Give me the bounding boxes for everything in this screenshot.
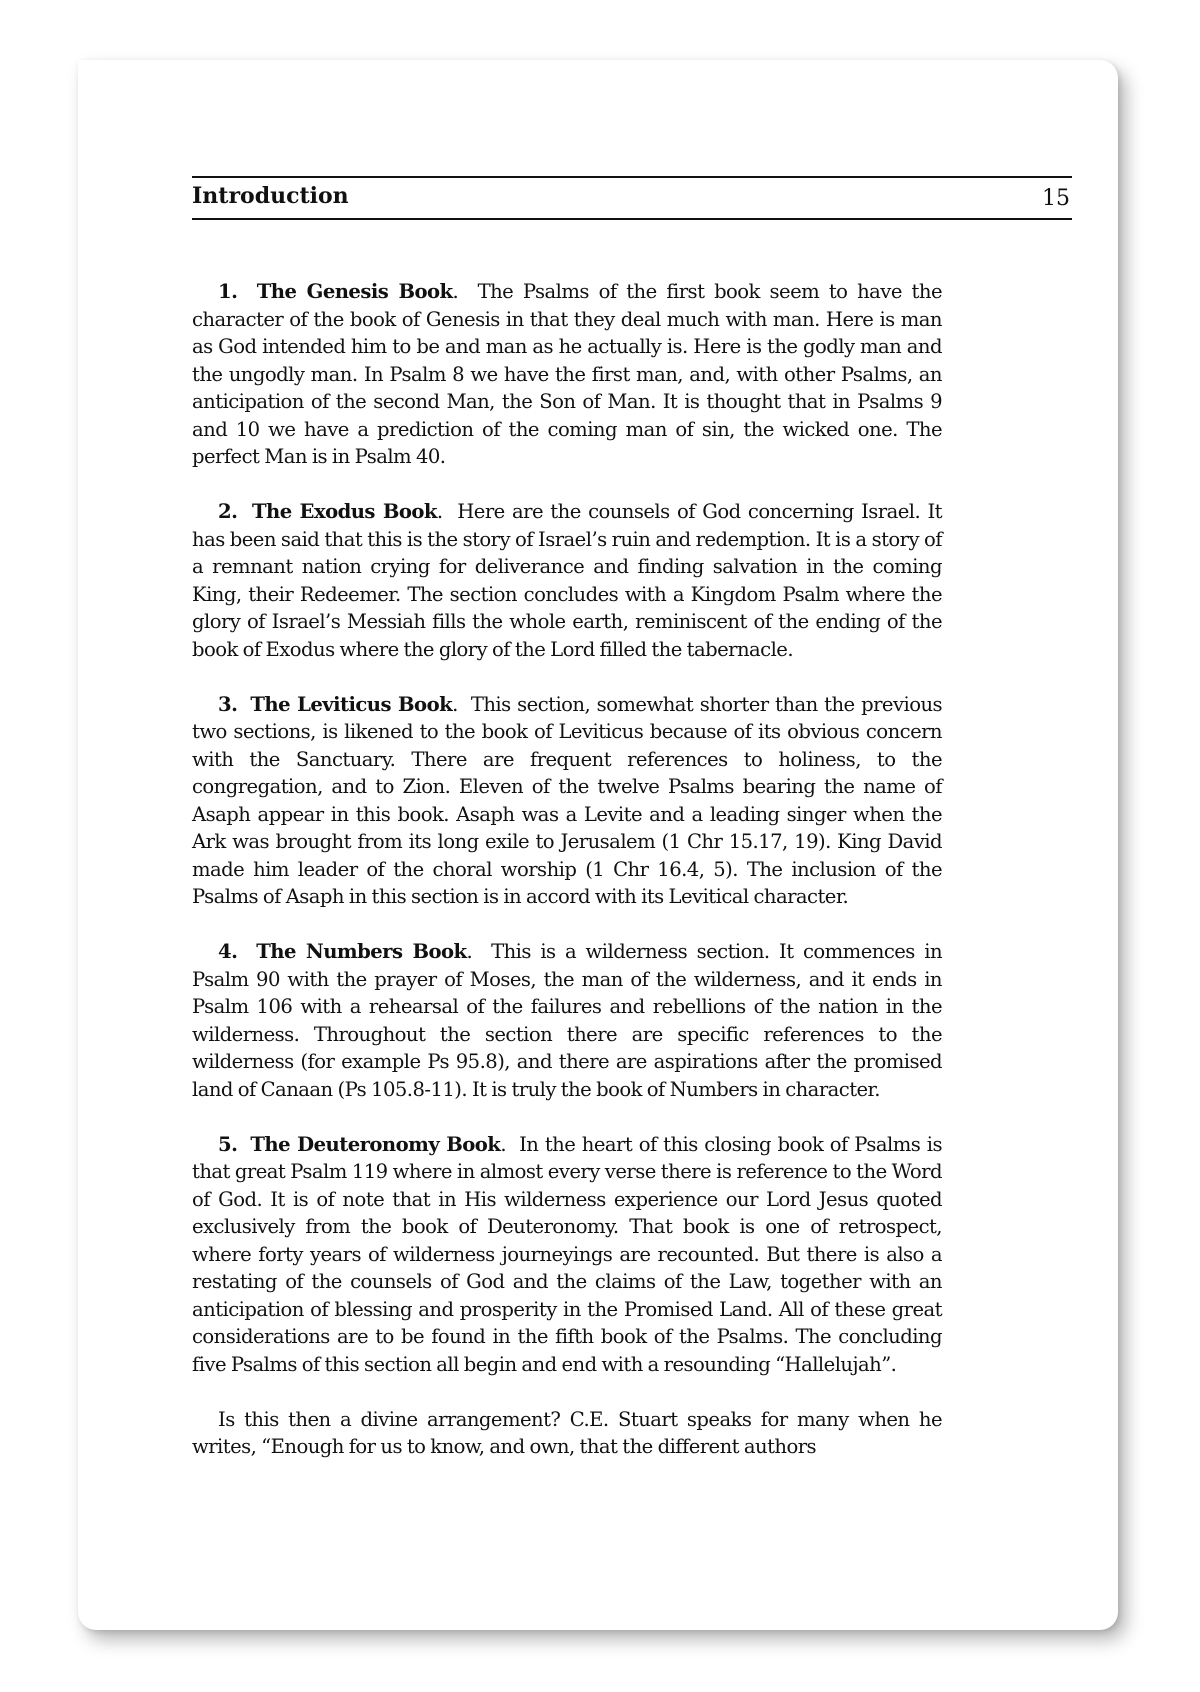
section-number: 4. [218, 940, 238, 963]
section-number: 2. [218, 500, 238, 523]
section-number: 5. [218, 1132, 238, 1156]
paragraph-closing: Is this then a divine arrangement? C.E. Stuart speaks for many when he writes, “Enough for us to know, and own, that the different authors [192, 1407, 942, 1458]
section-text: In the heart of this closing book of Psalms is that great Psalm 119 where in almost every verse there is reference to the Word of God. It is of note that in His wilderness experience our Lord Jesus quoted exclusively from the book of Deuteronomy. That book is one of retrospect, where forty years of wilderness journeyings are recounted. But there is also a restating of the counsels of God and the claims of the Law, together with an anticipation of blessing and prosperity in the Promised Land. All of these great considerations are to be found in the fifth book of the Psalms. The concluding five Psalms of this section all begin and end with a resounding “Hallelujah”. [192, 1132, 943, 1376]
paragraph-leviticus-book: 3. The Leviticus Book. This section, somewhat shorter than the previous two sections, is likened to the book of Leviticus because of its obvious concern with the Sanctuary. There are frequent references to holiness, to the congregation, and to Zion. Eleven of the twelve Psalms bearing the name of Asaph appear in this book. Asaph was a Levite and a leading singer when the Ark was brought from its long exile to Jerusalem (1 Chr 15.17, 19). King David made him leader of the choral worship (1 Chr 16.4, 5). The inclusion of the Psalms of Asaph in this section is in accord with its Levitical character. [192, 692, 943, 908]
paragraph-numbers-book: 4. The Numbers Book. This is a wilderness section. It commences in Psalm 90 with the prayer of Moses, the man of the wilderness, and it ends in Psalm 106 with a rehearsal of the failures and rebellions of the nation in the wilderness. Throughout the section there are specific references to the wilderness (for example Ps 95.8), and there are aspirations after the promised land of Canaan (Ps 105.8-11). It is truly the book of Numbers in character. [192, 940, 943, 1101]
paragraph-deuteronomy-book: 5. The Deuteronomy Book. In the heart of this closing book of Psalms is that great Psalm 119 where in almost every verse there is reference to the Word of God. It is of note that in His wilderness experience our Lord Jesus quoted exclusively from the book of Deuteronomy. That book is one of retrospect, where forty years of wilderness journeyings are recounted. But there is also a restating of the counsels of God and the claims of the Law, together with an anticipation of blessing and prosperity in the Promised Land. All of these great considerations are to be found in the fifth book of the Psalms. The concluding five Psalms of this section all begin and end with a resounding “Hallelujah”. [192, 1132, 943, 1376]
section-text: The Psalms of the first book seem to have the character of the book of Genesis in that they deal much with man. Here is man as God intended him to be and man as he actually is. Here is the godly man and the ungodly man. In Psalm 8 we have the first man, and, with other Psalms, an anticipation of the second Man, the Son of Man. It is thought that in Psalms 9 and 10 we have a prediction of the coming man of sin, the wicked one. The perfect Man is in Psalm 40. [192, 280, 942, 468]
body-text [192, 278, 942, 1461]
section-number: 3. [218, 692, 238, 716]
section-heading: The Genesis Book [256, 280, 453, 303]
section-text: This section, somewhat shorter than the previous two sections, is likened to the book of Leviticus because of its obvious concern with the Sanctuary. There are frequent references to holiness, to the congregation, and to Zion. Eleven of the twelve Psalms bearing the name of Asaph appear in this book. Asaph was a Levite and a leading singer when the Ark was brought from its long exile to Jerusalem (1 Chr 15.17, 19). King David made him leader of the choral worship (1 Chr 16.4, 5). The inclusion of the Psalms of Asaph in this section is in accord with its Levitical character. [192, 692, 943, 908]
section-heading: The Deuteronomy Book [250, 1132, 501, 1156]
section-heading: The Numbers Book [256, 940, 467, 963]
running-header [192, 176, 1072, 220]
chapter-title: Introduction [192, 183, 349, 209]
section-text: Here are the counsels of God concerning Israel. It has been said that this is the story of Israel’s ruin and redemption. It is a story of a remnant nation crying for deliverance and finding salvation in the coming King, their Redeemer. The section concludes with a Kingdom Psalm where the glory of Israel’s Messiah fills the whole earth, reminiscent of the ending of the book of Exodus where the glory of the Lord filled the tabernacle. [192, 500, 942, 661]
section-heading: The Leviticus Book [250, 692, 453, 716]
paragraph-exodus-book: 2. The Exodus Book. Here are the counsels of God concerning Israel. It has been said that this is the story of Israel’s ruin and redemption. It is a story of a remnant nation crying for deliverance and finding salvation in the coming King, their Redeemer. The section concludes with a Kingdom Psalm where the glory of Israel’s Messiah fills the whole earth, reminiscent of the ending of the book of Exodus where the glory of the Lord filled the tabernacle. [192, 500, 942, 661]
paragraph-genesis-book: 1. The Genesis Book. The Psalms of the first book seem to have the character of the book of Genesis in that they deal much with man. Here is man as God intended him to be and man as he actually is. Here is the godly man and the ungodly man. In Psalm 8 we have the first man, and, with other Psalms, an anticipation of the second Man, the Son of Man. It is thought that in Psalms 9 and 10 we have a prediction of the coming man of sin, the wicked one. The perfect Man is in Psalm 40. [192, 280, 942, 468]
section-text: This is a wilderness section. It commences in Psalm 90 with the prayer of Moses, the man of the wilderness, and it ends in Psalm 106 with a rehearsal of the failures and rebellions of the nation in the wilderness. Throughout the section there are specific references to the wilderness (for example Ps 95.8), and there are aspirations after the promised land of Canaan (Ps 105.8-11). It is truly the book of Numbers in character. [192, 940, 943, 1101]
page-number: 15 [1042, 186, 1070, 211]
section-number: 1. [218, 280, 238, 303]
section-heading: The Exodus Book [252, 500, 437, 523]
